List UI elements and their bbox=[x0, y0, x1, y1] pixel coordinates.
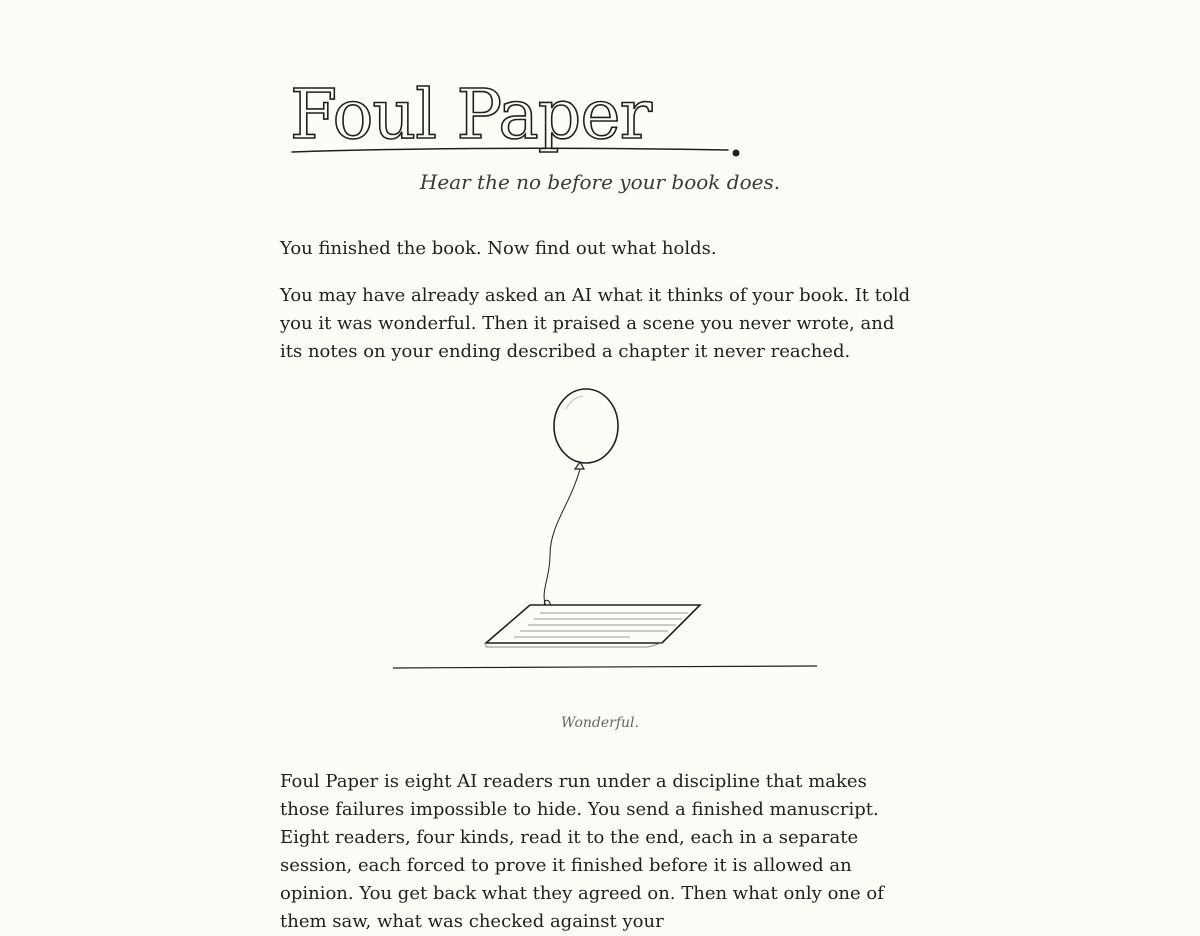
title-underline bbox=[288, 144, 748, 164]
tagline: Hear the no before your book does. bbox=[419, 170, 781, 194]
page bbox=[280, 0, 920, 932]
intro-paragraph: You may have already asked an AI what it thinks of your book. It told you it was wonderful. Then it praised a scene you never wrote, and its notes on your ending described a chapter it never reached. bbox=[280, 285, 911, 362]
body-paragraph: Foul Paper is eight AI readers run under a discipline that makes those failures impossible to hide. You send a finished manuscript. Eight readers, four kinds, read it to the end, each in a separate session, each forced to prove it finished before it is allowed an opinion. You get back what they agreed on. Then what only one of them saw, what was checked against your bbox=[280, 771, 884, 932]
balloon-tied-to-manuscript-icon bbox=[390, 385, 820, 675]
masthead bbox=[280, 68, 920, 208]
intro-lead: You finished the book. Now find out what holds. bbox=[280, 238, 717, 259]
site-title[interactable]: Foul Paper bbox=[290, 76, 652, 155]
illustration-caption: Wonderful. bbox=[561, 715, 639, 731]
